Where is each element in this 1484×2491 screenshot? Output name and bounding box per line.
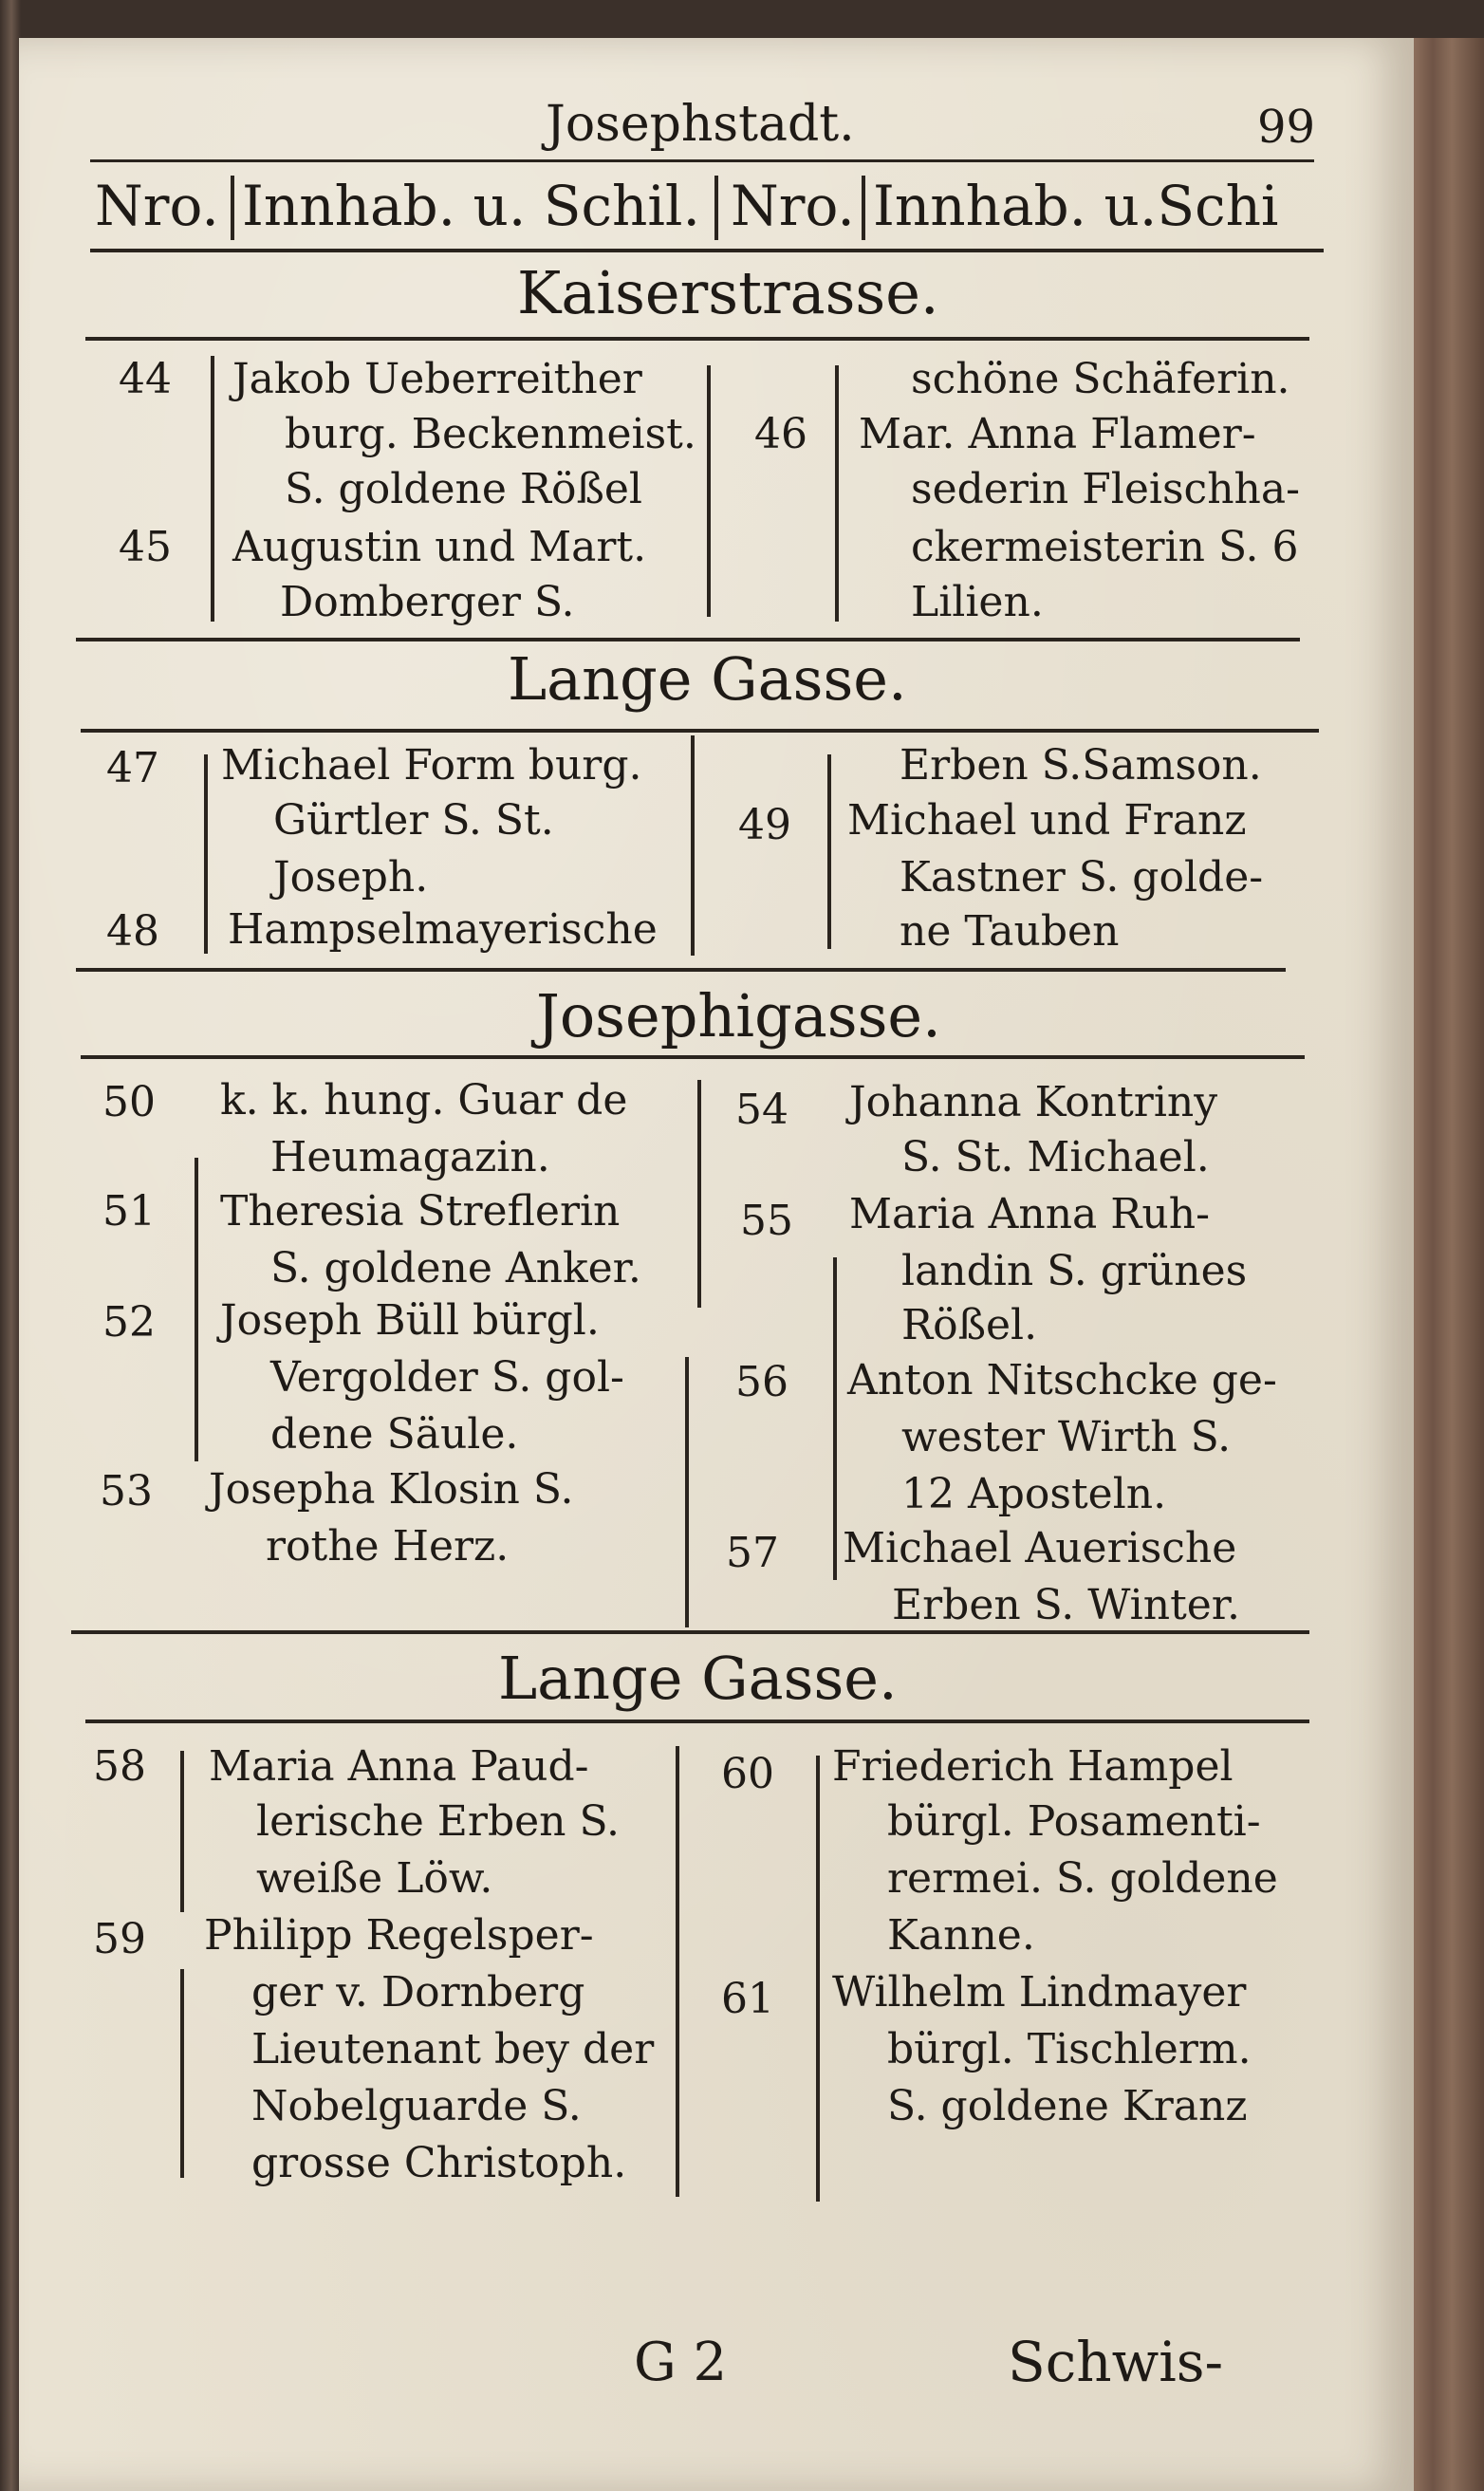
entry-number: 55 (740, 1197, 793, 1245)
entry-line: Maria Anna Paud- (209, 1742, 589, 1791)
entry-line: Michael und Franz (847, 796, 1247, 845)
entry-line: ne Tauben (900, 907, 1120, 956)
entry-line: bürgl. Posamenti- (887, 1797, 1261, 1846)
page-number: 99 (1257, 101, 1316, 154)
entry-line: ger v. Dornberg (251, 1968, 585, 2017)
header-rule-bottom (90, 249, 1324, 252)
entry-number: 51 (102, 1187, 156, 1236)
entry-line: Lilien. (911, 578, 1044, 626)
entry-line: Friederich Hampel (832, 1742, 1234, 1791)
entry-number: 61 (721, 1975, 774, 2023)
entry-line: Nobelguarde S. (251, 2082, 582, 2130)
signature-mark: G 2 (634, 2332, 728, 2393)
entry-line: Vergolder S. gol- (270, 1353, 624, 1402)
column-divider (195, 1158, 198, 1461)
entry-number: 57 (726, 1529, 779, 1577)
entry-line: burg. Beckenmeist. (285, 410, 696, 458)
column-divider (204, 754, 208, 954)
column-header-nro-left: Nro. (95, 174, 219, 238)
entry-line: Josepha Klosin S. (209, 1465, 574, 1514)
header-divider (862, 176, 865, 240)
entry-line: S. goldene Kranz (887, 2082, 1248, 2130)
entry-line: Philipp Regelsper- (204, 1911, 594, 1960)
section-rule (76, 968, 1286, 972)
entry-line: Gürtler S. St. (273, 796, 554, 845)
catchword: Schwis- (1008, 2330, 1224, 2394)
entry-line: Wilhelm Lindmayer (832, 1968, 1247, 2017)
column-header-innhab-right: Innhab. u.Schi (873, 174, 1279, 238)
entry-line: Erben S. Winter. (892, 1581, 1240, 1629)
entry-line: Maria Anna Ruh- (849, 1190, 1210, 1238)
entry-line: landin S. grünes (901, 1247, 1248, 1295)
column-divider (685, 1357, 689, 1627)
running-title: Josephstadt. (546, 96, 855, 153)
entry-line: Jakob Ueberreither (232, 355, 642, 403)
header-rule-top (90, 159, 1314, 162)
column-divider (697, 1080, 701, 1308)
entry-line: weiße Löw. (256, 1854, 493, 1903)
header-divider (714, 176, 718, 240)
entry-line: schöne Schäferin. (911, 355, 1290, 403)
entry-line: wester Wirth S. (901, 1413, 1232, 1461)
entry-line: Anton Nitschcke ge- (847, 1356, 1277, 1404)
column-divider (180, 1969, 184, 2178)
entry-number: 44 (119, 355, 172, 403)
entry-line: Michael Form burg. (221, 741, 642, 790)
entry-line: k. k. hung. Guar de (220, 1076, 628, 1125)
section-title-lange-gasse-2: Lange Gasse. (498, 1644, 898, 1713)
entry-line: rermei. S. goldene (887, 1854, 1278, 1903)
entry-line: rothe Herz. (266, 1522, 510, 1571)
entry-line: Michael Auerische (843, 1524, 1237, 1572)
entry-line: Johanna Kontriny (849, 1078, 1218, 1126)
entry-line: S. St. Michael. (901, 1133, 1210, 1181)
entry-line: Joseph. (273, 853, 429, 902)
entry-line: Domberger S. (280, 578, 575, 626)
section-rule (81, 1055, 1305, 1059)
entry-number: 49 (738, 801, 791, 849)
entry-line: Rößel. (901, 1301, 1038, 1349)
entry-line: dene Säule. (270, 1410, 519, 1459)
column-header-nro-right: Nro. (731, 174, 855, 238)
entry-line: Lieutenant bey der (251, 2025, 655, 2073)
entry-line: bürgl. Tischlerm. (887, 2025, 1252, 2073)
entry-number: 58 (93, 1742, 146, 1791)
section-title-lange-gasse: Lange Gasse. (508, 644, 907, 714)
entry-line: 12 Aposteln. (901, 1470, 1167, 1518)
column-divider (827, 754, 831, 949)
header-divider (231, 176, 234, 240)
entry-line: Hampselmayerische (228, 905, 658, 954)
entry-line: ckermeisterin S. 6 (911, 523, 1299, 571)
section-title-kaiserstrasse: Kaiserstrasse. (517, 258, 939, 327)
column-divider (211, 356, 214, 622)
entry-line: Kanne. (887, 1911, 1035, 1960)
entry-line: Joseph Büll bürgl. (220, 1296, 600, 1345)
entry-line: S. goldene Anker. (270, 1244, 641, 1292)
entry-number: 52 (102, 1298, 156, 1347)
section-rule (85, 337, 1309, 341)
entry-number: 53 (100, 1467, 153, 1515)
entry-line: Augustin und Mart. (232, 523, 647, 571)
column-divider (676, 1746, 679, 2197)
section-rule (71, 1630, 1309, 1634)
entry-number: 60 (721, 1750, 774, 1798)
column-divider (835, 365, 839, 622)
column-divider (816, 1756, 820, 2202)
entry-number: 47 (106, 744, 159, 792)
entry-line: sederin Fleischha- (911, 465, 1300, 513)
entry-line: lerische Erben S. (256, 1797, 621, 1846)
column-divider (180, 1751, 184, 1912)
entry-number: 54 (735, 1086, 788, 1134)
column-header-innhab-left: Innhab. u. Schil. (242, 174, 700, 238)
entry-line: S. goldene Rößel (285, 465, 642, 513)
column-divider (833, 1257, 837, 1580)
section-rule (76, 638, 1300, 641)
entry-number: 46 (754, 410, 807, 458)
entry-line: grosse Christoph. (251, 2139, 627, 2187)
entry-line: Heumagazin. (270, 1133, 550, 1181)
entry-line: Mar. Anna Flamer- (859, 410, 1256, 458)
section-rule (85, 1720, 1309, 1723)
page-edge (1414, 38, 1484, 2491)
entry-line: Erben S.Samson. (900, 741, 1262, 790)
entry-number: 59 (93, 1915, 146, 1963)
entry-number: 56 (735, 1358, 788, 1406)
entry-number: 50 (102, 1078, 156, 1126)
entry-number: 45 (119, 523, 172, 571)
column-divider (707, 365, 711, 617)
entry-line: Theresia Streflerin (220, 1187, 621, 1236)
section-rule (81, 729, 1319, 733)
column-divider (691, 735, 695, 956)
section-title-josephigasse: Josephigasse. (536, 981, 941, 1050)
entry-number: 48 (106, 907, 159, 956)
entry-line: Kastner S. golde- (900, 853, 1264, 902)
